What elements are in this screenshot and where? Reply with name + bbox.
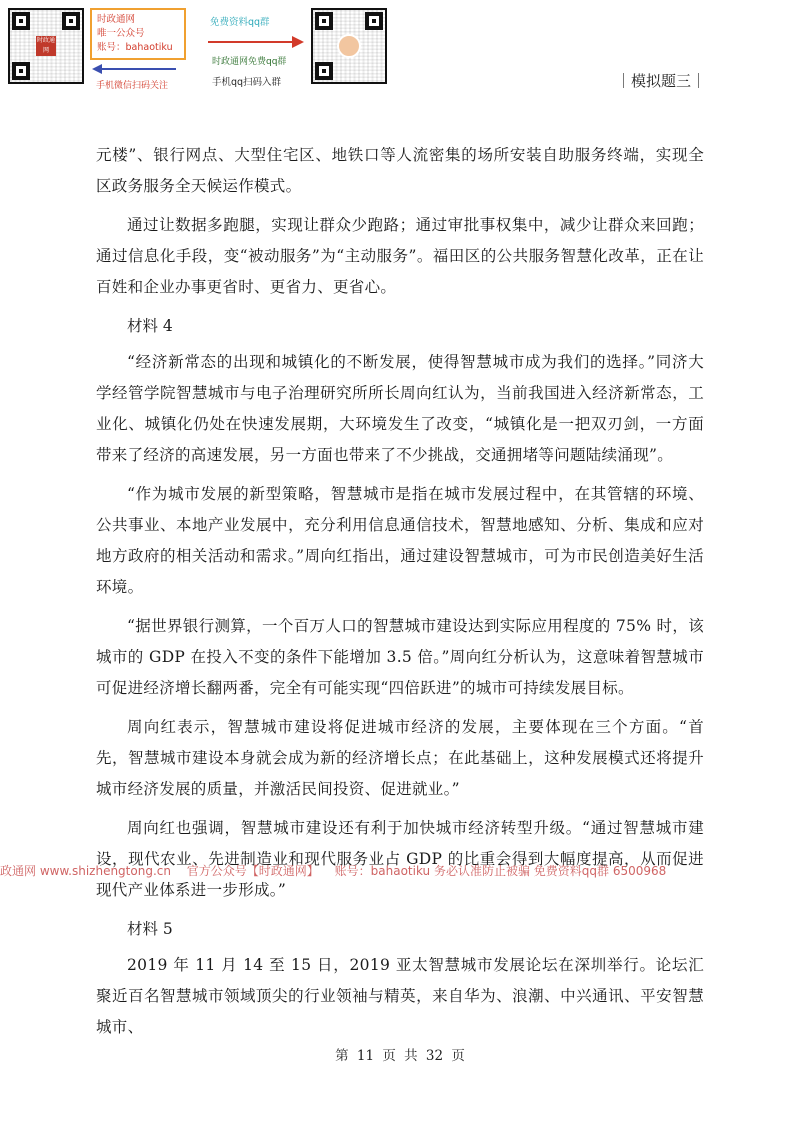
qr-finder-marker [12,12,30,30]
material-heading: 材料 5 [127,920,173,938]
watermark-account: 官方公众号【时政通网】 [186,864,319,878]
qr-finder-marker [315,12,333,30]
section-tag: ｜模拟题三｜ [615,72,706,90]
page-number: 第 11 页 共 32 页 [335,1048,465,1064]
paragraph: “经济新常态的出现和城镇化的不断发展，使得智慧城市成为我们的选择。”同济大学经管学院智慧城市与电子治理研究所所长周向红认为，当前我国进入经济新常态，工业化、城镇化仍处在快速发展期，大环境发生了改变，“城镇化是一把双刃剑，一方面带来了经济的高速发展，另一方面也带来了不少挑战，交通拥堵等问题陆续涌现”。 [96,353,704,464]
account-box-line1: 时政通网 [97,14,136,25]
arrow-right-icon [208,36,304,48]
watermark-banner [0,862,800,879]
material-heading: 材料 4 [127,317,173,335]
paragraph: 2019 年 11 月 14 至 15 日，2019 亚太智慧城市发展论坛在深圳举行。论坛汇聚近百名智慧城市领域顶尖的行业领袖与精英，来自华为、浪潮、中兴通讯、平安智慧城市、 [96,956,704,1036]
qr-finder-marker [62,12,80,30]
account-box-line2: 唯一公众号 [97,28,145,39]
watermark-warning: 账号：bahaotiku 务必认准防止被骗 免费资料qq群 6500968 [334,864,667,878]
page-header [0,0,800,100]
wechat-scan-caption: 手机微信扫码关注 [96,81,169,91]
watermark-site: 政通网 www.shizhengtong.cn [0,864,171,878]
paragraph: 周向红表示，智慧城市建设将促进城市经济的发展，主要体现在三个方面。“首先，智慧城市建设本身就会成为新的经济增长点；在此基础上，这种发展模式还将提升城市经济发展的质量，并激活民间投资、促进就业。” [96,718,704,798]
paragraph: 元楼”、银行网点、大型住宅区、地铁口等人流密集的场所安装自助服务终端，实现全区政务服务全天候运作模式。 [96,146,704,195]
free-group-caption: 时政通网免费qq群 [212,57,287,67]
qq-scan-caption: 手机qq扫码入群 [212,77,282,88]
free-group-label: 免费资料qq群 [210,17,270,28]
qr-center-logo: 时政通网 [36,37,55,54]
paragraph: 通过让数据多跑腿，实现让群众少跑路；通过审批事权集中，减少让群众来回跑；通过信息化手段，变“被动服务”为“主动服务”。福田区的公共服务智慧化改革，正在让百姓和企业办事更省时、更省力、更省心。 [96,216,704,296]
paragraph: “作为城市发展的新型策略，智慧城市是指在城市发展过程中，在其管辖的环境、公共事业、本地产业发展中，充分利用信息通信技术，智慧地感知、分析、集成和应对地方政府的相关活动和需求。”周向红指出，通过建设智慧城市，可为市民创造美好生活环境。 [96,485,704,596]
qr-avatar-icon [337,34,361,58]
account-box-line3: 账号：bahaotiku [97,42,173,53]
document-body [96,140,704,1051]
paragraph: “据世界银行测算，一个百万人口的智慧城市建设达到实际应用程度的 75% 时，该城市的 GDP 在投入不变的条件下能增加 3.5 倍。”周向红分析认为，这意味着智慧城市可促进经济增长翻两番，完全有可能实现“四倍跃进”的城市可持续发展目标。 [96,617,704,697]
arrow-left-icon [92,64,176,74]
wechat-qr-code[interactable] [8,8,84,84]
qr-finder-marker [365,12,383,30]
qr-finder-marker [12,62,30,80]
qr-finder-marker [315,62,333,80]
qq-group-qr-code[interactable] [311,8,387,84]
paragraph: 周向红也强调，智慧城市建设还有利于加快城市经济转型升级。“通过智慧城市建设，现代农业、先进制造业和现代服务业占 GDP 的比重会得到大幅度提高，从而促进现代产业体系进一步形成。” [96,819,704,899]
official-account-box [90,8,186,60]
